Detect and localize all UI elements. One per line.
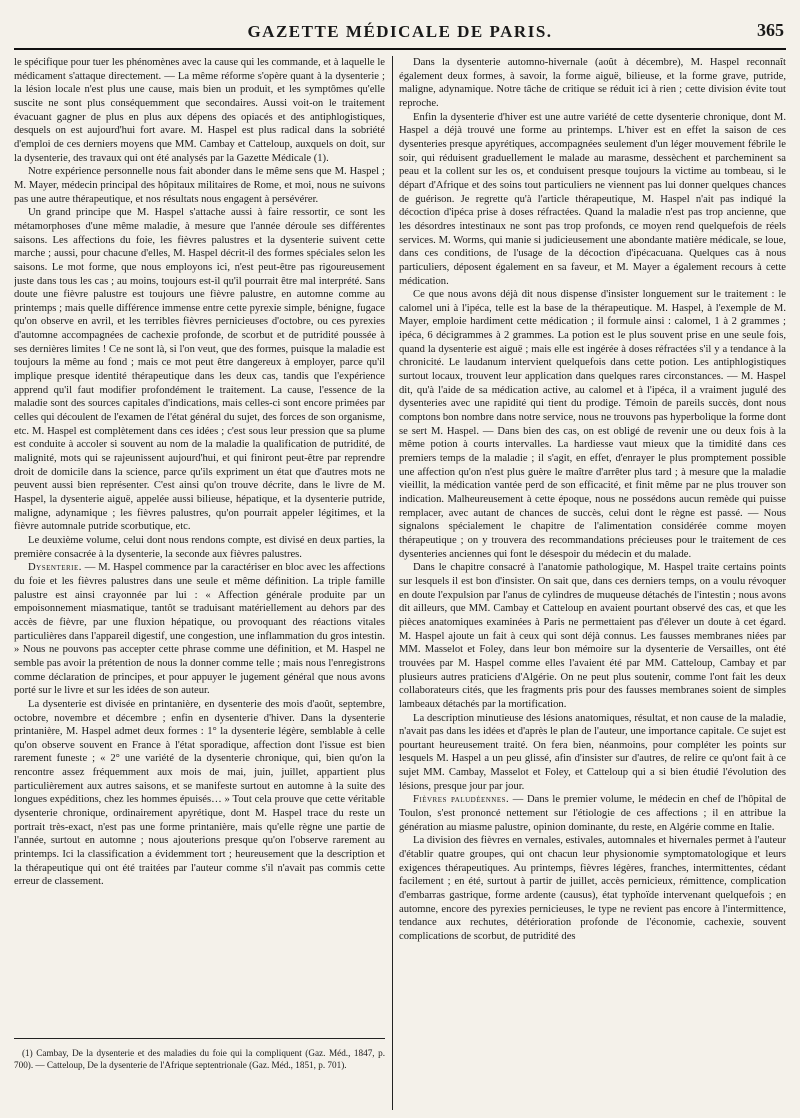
section-label: Dysenterie. [28, 562, 82, 574]
paragraph: Enfin la dysenterie d'hiver est une autre variété de cette dysenterie chronique, dont M. Haspel a déjà trouvé une forme au printemps. L'hiver est en effet la saison de ces dysenteries presque apyrétiques, accompagnées seulement d'un léger mouvement fébrile le soir, qui réduisent graduellement le malade au marasme, dessèchent et parcheminent sa peau et la collent sur les os, et conduisent presque toujours la victime au tombeau, si le départ d'Afrique et des soins tout particuliers ne viennent pas lui donner quelques chances de guérison. Je regrette qu'à l'article thérapeutique, M. Haspel n'ait pas indiqué la décoction d'ipéca prise à doses réfractées. Quand la maladie n'est pas trop ancienne, que les désordres intestinaux ne sont pas trop profonds, ce moyen rend quelquefois de réels services. M. Worms, qui manie si judicieusement une abondante matière médicale, se loue, dans ces conditions, de l'usage de la décoction d'ipécacuana. Quelques cas à nous particuliers, déposent également en sa faveur, et M. Mayer a également recours à cette médication. [399, 111, 786, 287]
paragraph: Dans le chapitre consacré à l'anatomie pathologique, M. Haspel traite certains points sur lesquels il est bon d'insister. On sait que, dans ces derniers temps, on a voulu révoquer en doute l'expulsion par l'anus de cylindres de muqueuse détachés de l'intestin ; nous avons dit ailleurs, que MM. Cambay et Catteloup en avaient pourtant observé des cas, et que les pièces anatomiques examinées à Paris ne permettaient pas d'élever un doute à cet égard. M. Haspel ajoute un fait à ceux qui sont déjà connus. Les fausses membranes niées par MM. Masselot et Foley, dans leur bon mémoire sur la dysenterie de Versailles, ont été trouvées par M. Haspel comme elles l'avaient été par MM. Catteloup, Cambay et par plusieurs autres praticiens d'Algérie. On ne peut plus soutenir, comme l'ont fait les deux collaborateurs cités, que les fragments pris pour des fausses membranes soient de simples lambeaux détachés par la mortification. [399, 562, 786, 710]
paragraph: Le deuxième volume, celui dont nous rendons compte, est divisé en deux parties, la première consacrée à la dysenterie, la seconde aux fièvres palustres. [14, 534, 385, 560]
paragraph: La dysenterie est divisée en printanière, en dysenterie des mois d'août, septembre, octobre, novembre et décembre ; enfin en dysenterie d'hiver. Dans la dysenterie printanière, M. Haspel admet deux formes : 1° la dysenterie légère, semblable à celle qu'on observe souvent en France à l'état sporadique, affection dont l'issue est bien rarement funeste ; « 2° une variété de la dysenterie chronique, qui, bien qu'on la rencontre assez fréquemment aux mois de mai, juin, juillet, appartient plus particulièrement aux autres saisons, et se manifeste surtout en automne à la suite des longues expéditions, chez les hommes épuisés… » Tout cela prouve que cette véritable dysenterie chronique, ordinairement apyrétique, dont M. Haspel trace du reste un portrait très-exact, n'est pas une forme printanière, mais qu'elle règne une partie de l'année, surtout en automne ; nous ajouterions presque qu'on l'observe rarement au printemps. Ici la classification a évidemment tort ; heureusement que la description et la thérapeutique qui ont été traitées par l'auteur comme s'il n'avait pas commis cette erreur de classement. [14, 698, 385, 888]
paragraph-text: — M. Haspel commence par la caractériser en bloc avec les affections du foie et les fièvres palustres dans une seule et même définition. La triple famille palustre est ainsi crayonnée par lui : « Affection générale produite par un empoisonnement miasmatique, tantôt se traduisant matériellement au dehors par des accès de fièvre, par une fluxion hépatique, ou provoquant des réactions vitales particulières dans l'appareil digestif, une congestion, une inflammation du gros intestin. » Nous ne pouvons pas accepter cette phrase comme une définition, et M. Haspel ne semble pas avoir la prétention de nous la donner comme telle ; mais nous l'enregistrons comme déclaration de principes, et pour appuyer le jugement général que nous avons porté sur le livre et sur les idées de son auteur. [14, 562, 385, 697]
page-number: 365 [757, 20, 784, 40]
paragraph: Dans la dysenterie automno-hivernale (août à décembre), M. Haspel reconnaît également deux formes, à savoir, la forme aiguë, bilieuse, et la forme grave, putride, maligne, adynamique. Notre tâche de critique se réduit ici à rien ; cette division évite tout reproche. [399, 57, 786, 109]
paragraph: le spécifique pour tuer les phénomènes avec la cause qui les commande, et à laquelle le médicament s'attaque directement. — La même réforme s'opère quant à la dysenterie ; la lésion locale n'est plus une cause, mais bien un produit, et les symptômes qu'elle suscite ne sont plus conséquemment que secondaires. Aussi voit-on le traitement évacuant gagner de plus en plus aux dépens des opiacés et des antiphlogistiques, desquels on est aujourd'hui fort avare. M. Haspel est plus radical dans la sobriété d'emploi de ces derniers moyens que MM. Cambay et Catteloup, auxquels on doit, sur la dysenterie, des travaux qui ont été analysés par la Gazette Médicale (1). [14, 57, 385, 164]
paragraph: La description minutieuse des lésions anatomiques, résultat, et non cause de la maladie, n'avait pas dans les idées et d'après le plan de l'auteur, une importance capitale. Ce sujet est pourtant heureusement traité. On fera bien, néanmoins, pour compléter les points sur lesquels M. Haspel a un peu glissé, afin d'insister sur d'autres, de relire ce qu'ont fait à ce sujet MM. Cambay, Masselot et Foley, et Catteloup qui a si bien étudié l'évolution des lésions, presque jour par jour. [399, 712, 786, 792]
left-column [14, 56, 385, 1110]
section-paragraph-dysenterie [14, 561, 385, 698]
page-header [14, 18, 786, 50]
section-paragraph-fievres [399, 793, 786, 834]
paragraph: Notre expérience personnelle nous fait abonder dans le même sens que M. Haspel ; M. Mayer, médecin principal des hôpitaux militaires de Rome, et moi, nous ne suivons pas une autre thérapeutique, et nos résultats nous engagent à persévérer. [14, 166, 385, 205]
column-divider [392, 56, 393, 1110]
paragraph-text: — Dans le premier volume, le médecin en chef de l'hôpital de Toulon, s'est prononcé nettement sur l'étiologie de ces affections ; il en attribue la génération au miasme palustre, opinion dominante, du reste, en Algérie comme en Italie. [399, 794, 786, 833]
paragraph: Un grand principe que M. Haspel s'attache aussi à faire ressortir, ce sont les métamorphoses d'une même maladie, à mesure que l'année déroule ses différentes saisons. Les affections du foie, les fièvres palustres et la dysenterie suivent cette marche ; aussi, pour chacune d'elles, M. Haspel décrit-il des formes spéciales selon les saisons. Le mot forme, que nous employons ici, n'est peut-être pas rigoureusement juste dans tous les cas ; au moins, toujours est-il qu'il pourrait être mal interprété. Sans doute une fièvre palustre est toujours une fièvre palustre, en automne comme au printemps ; mais quelle différence immense entre cette pyrexie simple, bénigne, fugace qu'on observe en avril, et les terribles fièvres pernicieuses d'octobre, ou ces pyrexies d'automne accompagnées de cachexie profonde, de scorbut et de putridité poussée à ses dernières limites ! Ce ne sont là, si l'on veut, que des formes, puisque la maladie est toujours la même au fond ; mais ce mot peut être dangereux à employer, parce qu'il implique presque identité thérapeutique dans les deux cas, tandis que l'expérience apprend qu'il faut modifier profondément le traitement. La cause, l'essence de la maladie sont des sources capitales d'indications, mais celles-ci sont encore primées par celles qui découlent de l'examen de l'état général du sujet, des forces de son organisme, etc. M. Haspel est complètement dans ces idées ; c'est sous leur pression que sa plume est conduite à accoler si souvent au nom de la maladie la qualification de putridité, de malignité, mots qui se rajeunissent aujourd'hui, et qui finiront peut-être par reprendre droit de domicile dans la science, parce qu'ils expriment un état que d'autres mots ne peuvent aussi bien représenter. C'est ainsi qu'on trouve décrite, dans le livre de M. Haspel, la dysenterie aiguë, appelée aussi bilieuse, hépatique, et la dysenterie putride, maligne, adynamique ; les fièvres palustres, qu'on pourrait appeler légitimes, et la fièvre automnale putride scorbutique, etc. [14, 207, 385, 533]
paragraph: La division des fièvres en vernales, estivales, automnales et hivernales permet à l'auteur d'établir quatre groupes, qui ont chacun leur physionomie symptomatologique et leurs exigences thérapeutiques. Au printemps, fièvres légères, franches, intermittentes, cédant facilement ; en été, surtout à partir de juillet, accès pernicieux, rémittence, complication d'embarras gastrique, forme ardente (causus), état typhoïde intervenant quelquefois ; en automne, encore des pyrexies pernicieuses, le type ne revient pas encore à l'intermittence, tendance aux rechutes, détérioration profonde de l'économie, cachexie, souvent complications de scorbut, de putridité des [399, 835, 786, 942]
footnote: (1) Cambay, De la dysenterie et des maladies du foie qui la compliquent (Gaz. Méd., 1847, p. 700). — Catteloup, De la dysenterie de l'Afrique septentrionale (Gaz. Méd., 1851, p. 701). [14, 1048, 385, 1070]
footnotes [14, 1038, 385, 1071]
right-column [399, 56, 786, 1110]
section-label: Fièvres paludéennes. [413, 794, 510, 806]
paragraph: Ce que nous avons déjà dit nous dispense d'insister longuement sur le traitement : le calomel uni à l'ipéca, telle est la base de la thérapeutique. M. Haspel, à l'exemple de M. Mayer, emploie hardiment cette médication ; il formule ainsi : calomel, 1 à 2 grammes ; ipéca, 6 décigrammes à 2 grammes. La potion est le plus souvent prise en une seule fois, quand la dysenterie est aiguë ; mais elle est ingérée à doses réfractées s'il y a tendance à la chronicité. Le laudanum intervient quelquefois dans cette potion. Les antiphlogistiques surtout locaux, trouvent leur application dans quelques rares circonstances. — M. Haspel dit, qu'à l'aide de sa médication active, au calomel et à l'ipéca, il a vraiment jugulé des dysenteries avec une rapidité qui tient du prodige. Témoin de pareils succès, dont nous comptons bon nombre dans notre service, nous ne trouvons pas hyperbolique la forme dont se sert M. Haspel. — Dans bien des cas, on est obligé de revenir une ou deux fois à la même potion à courts intervalles. La hardiesse vaut mieux que la timidité dans ces premiers temps de la maladie ; il s'agit, en effet, d'enrayer le plus promptement possible une affection qu'on n'est plus guère le maître d'arrêter plus tard ; à mesure que la maladie vieillit, la médication vantée perd de son efficacité, et finit même par ne plus trouver son indication. Malheureusement à cette époque, nous ne possédons aucun remède qui puisse remplacer, avec autant de chances de succès, celui dont le règne est passé. — Nous signalons spécialement le chapitre de l'alimentation considérée comme moyen thérapeutique ; on y trouvera des recommandations précieuses pour le traitement de ces dysenteries anciennes qui font le désespoir du médecin et du malade. [399, 289, 786, 560]
journal-title: GAZETTE MÉDICALE DE PARIS. [247, 22, 553, 41]
